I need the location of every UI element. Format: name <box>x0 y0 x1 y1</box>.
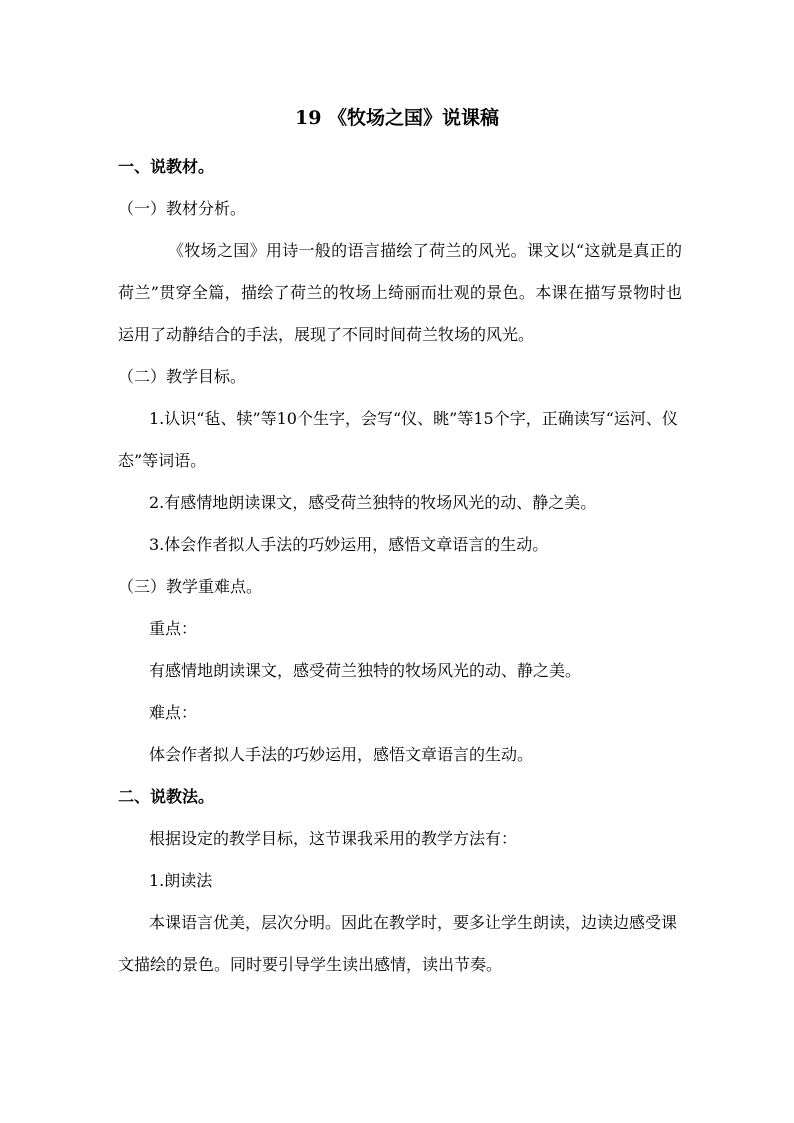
difficult-point-text: 体会作者拟人手法的巧妙运用，感悟文章语言的生动。 <box>149 745 534 764</box>
objective-item: 2.有感情地朗读课文，感受荷兰独特的牧场风光的动、静之美。 <box>149 493 597 512</box>
section-heading-textbook: 一、说教材。 <box>118 157 215 176</box>
section-heading-methods: 二、说教法。 <box>118 787 215 806</box>
key-point-text: 有感情地朗读课文，感受荷兰独特的牧场风光的动、静之美。 <box>149 661 582 680</box>
difficult-point-label: 难点： <box>149 703 198 722</box>
key-point-label: 重点： <box>149 619 198 638</box>
methods-intro: 根据设定的教学目标，这节课我采用的教学方法有： <box>149 829 518 848</box>
objective-item: 1.认识“毡、犊”等10个生字，会写“仪、眺”等15个字，正确读写“运河、仪态”等词语。 <box>118 409 678 470</box>
subheading-key-points: （三）教学重难点。 <box>118 577 263 596</box>
method-description: 本课语言优美，层次分明。因此在教学时，要多让学生朗读，边读边感受课文描绘的景色。同时要引导学生读出感情，读出节奏。 <box>118 913 678 974</box>
page-title: 19 《牧场之国》说课稿 <box>294 107 500 129</box>
document-body <box>118 146 682 986</box>
analysis-paragraph: 《牧场之国》用诗一般的语言描绘了荷兰的风光。课文以“这就是真正的荷兰”贯穿全篇，描绘了荷兰的牧场上绮丽而壮观的景色。本课在描写景物时也运用了动静结合的手法，展现了不同时间荷兰牧场的风光。 <box>118 241 682 344</box>
objective-item: 3.体会作者拟人手法的巧妙运用，感悟文章语言的生动。 <box>149 535 549 554</box>
subheading-analysis: （一）教材分析。 <box>118 199 247 218</box>
subheading-objectives: （二）教学目标。 <box>118 367 247 386</box>
method-title: 1.朗读法 <box>149 871 213 890</box>
